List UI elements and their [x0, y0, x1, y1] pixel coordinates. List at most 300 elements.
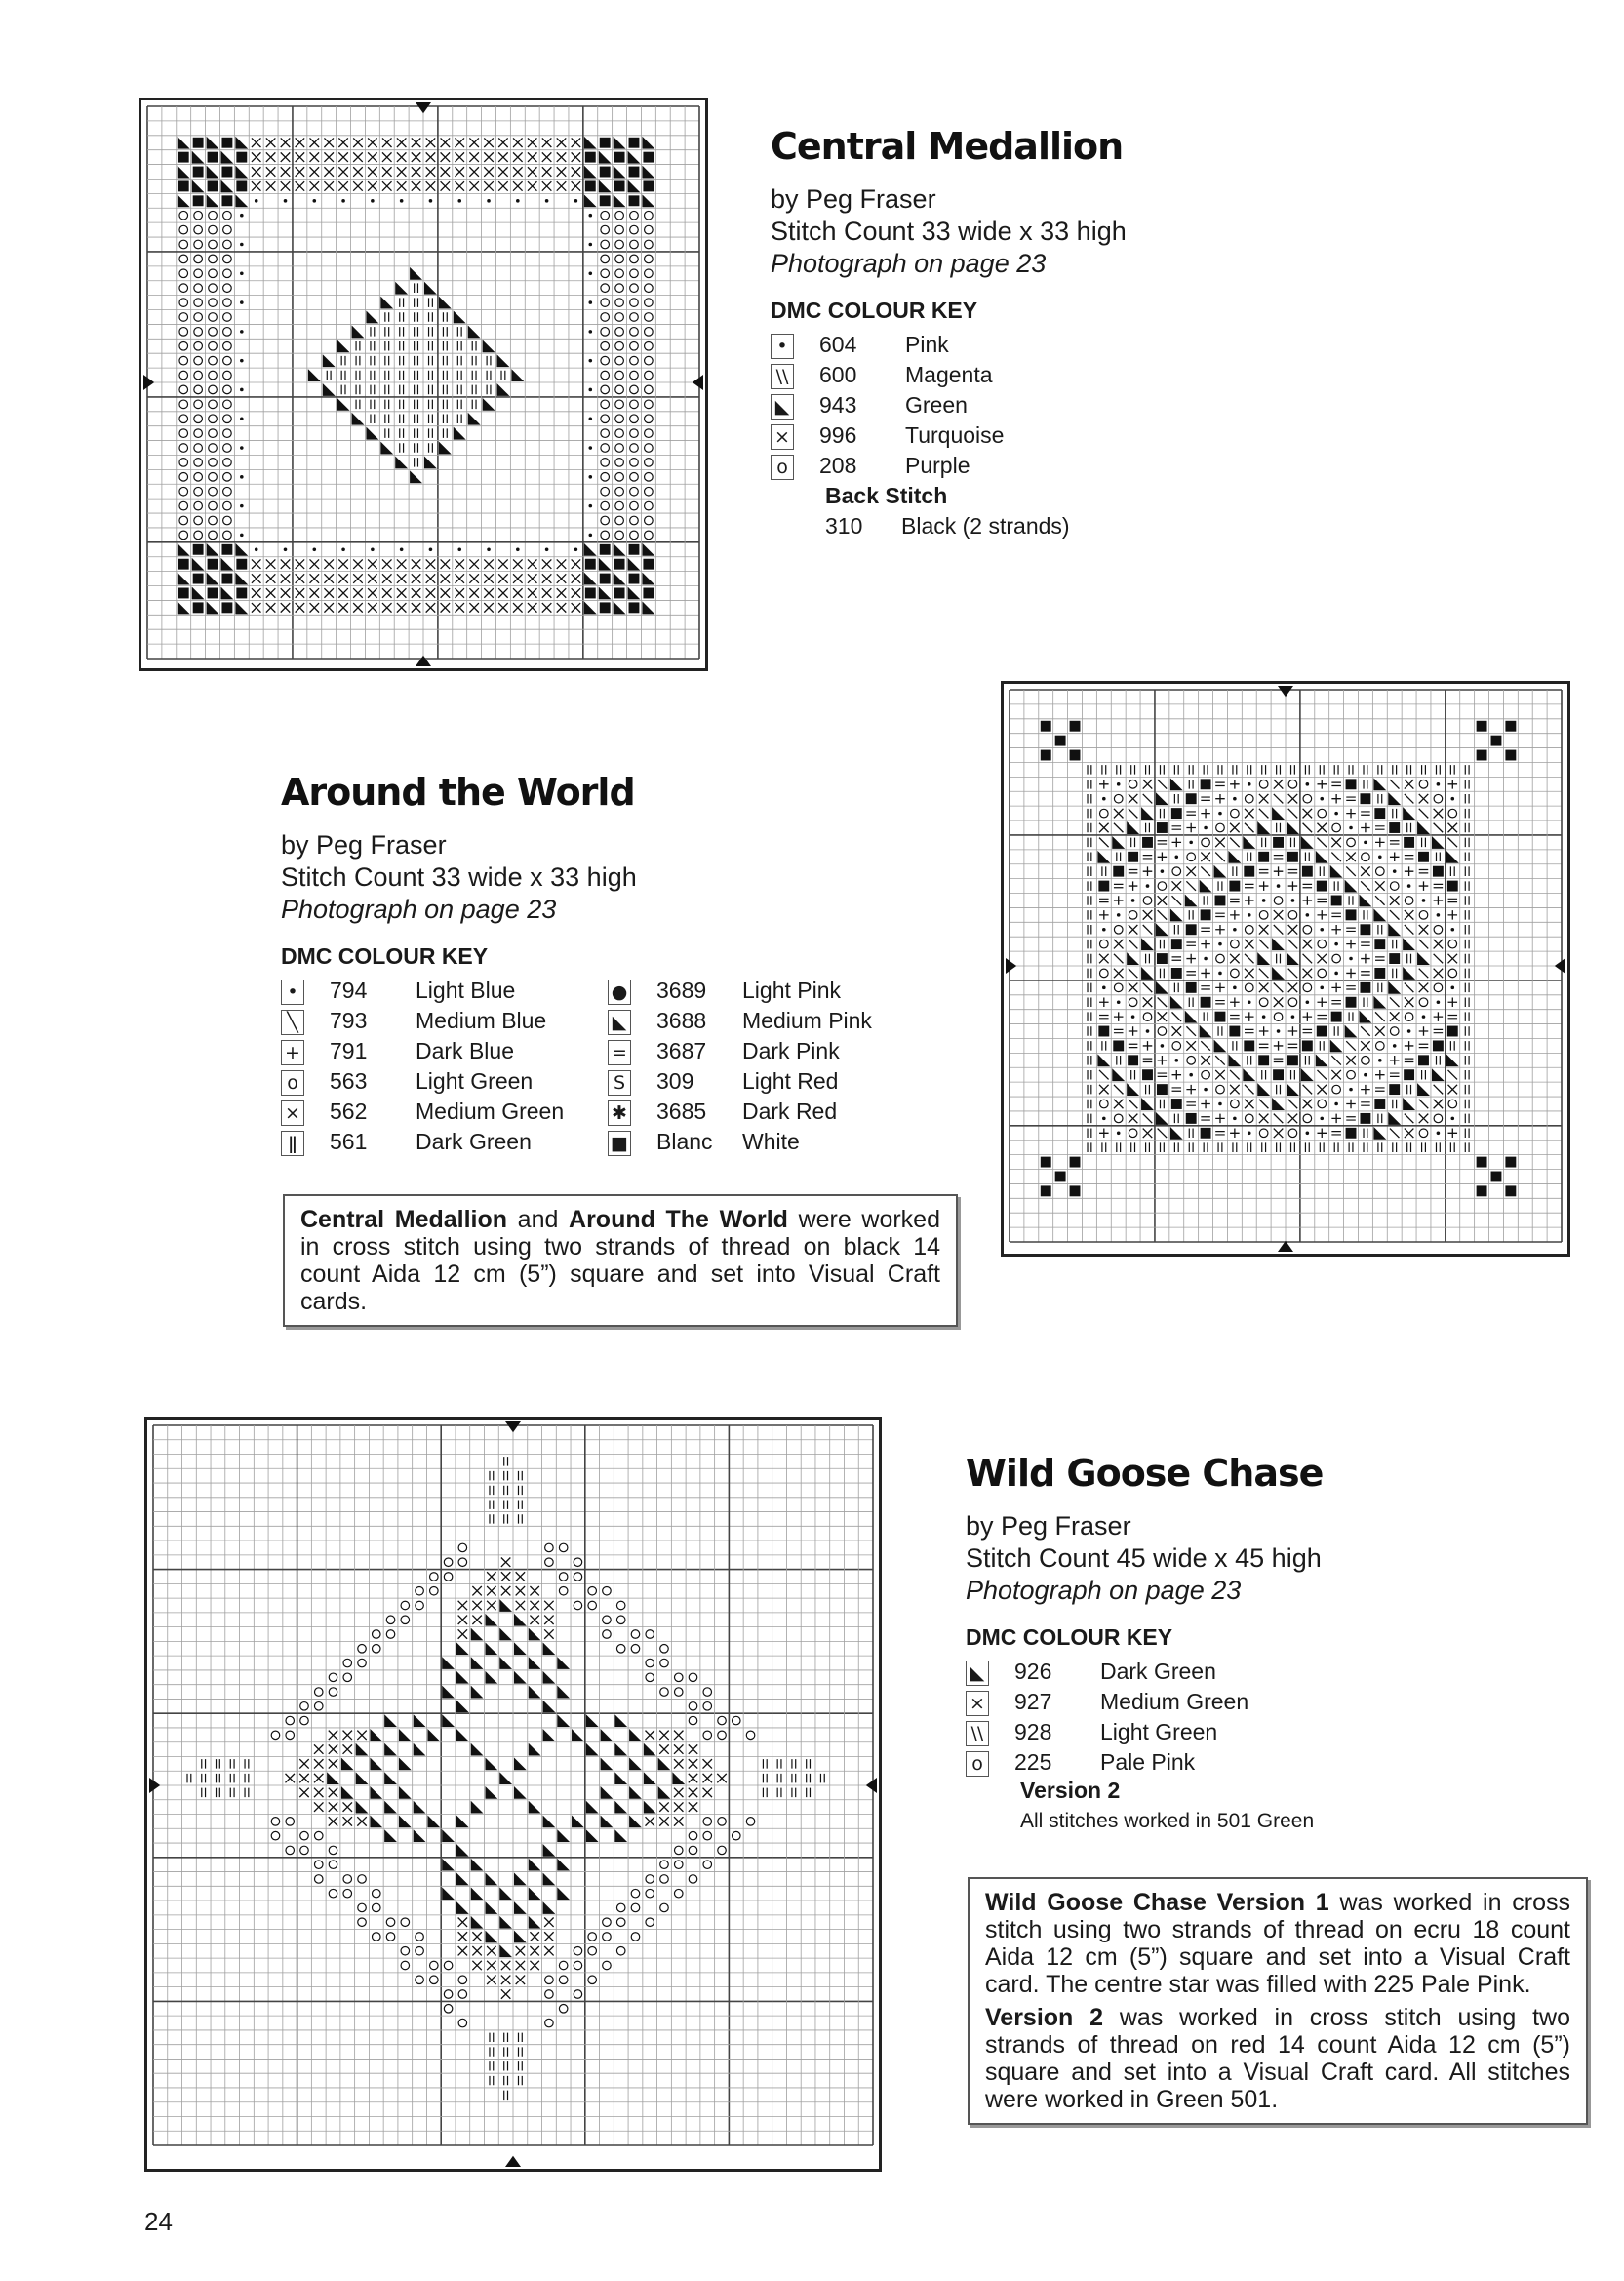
stitch-circle-icon [1405, 897, 1413, 905]
stitch-circle-icon [601, 516, 610, 525]
stitch-bars-icon [1422, 1142, 1426, 1152]
stitch-cross-icon [338, 167, 348, 177]
stitch-circle-icon [430, 1586, 439, 1595]
stitch-circle-icon [194, 313, 203, 322]
stitch-circle-icon [630, 284, 639, 293]
stitch-cross-icon [513, 167, 523, 177]
stitch-circle-icon [1158, 882, 1167, 891]
stitch-bars-icon [1233, 1142, 1237, 1152]
backstitch-number: 310 [825, 513, 863, 539]
stitch-bars-icon [400, 312, 404, 322]
stitch-bars-icon [504, 1486, 508, 1495]
stitch-triangle-icon [471, 1916, 484, 1929]
stitch-circle-icon [209, 516, 218, 525]
stitch-circle-icon [458, 1558, 467, 1567]
stitch-bars-icon [763, 1774, 767, 1782]
stitch-cross-icon [353, 574, 363, 583]
stitch-block-icon [1477, 750, 1487, 761]
stitch-plus-icon [1448, 910, 1458, 920]
stitch-slash-icon [1405, 925, 1414, 935]
stitch-circle-icon [223, 385, 232, 394]
stitch-block-icon [1070, 721, 1081, 732]
stitch-plus-icon [1186, 954, 1196, 964]
stitch-circle-icon [386, 1918, 395, 1927]
stitch-bars-icon [518, 1471, 522, 1480]
stitch-equals-icon [1186, 812, 1196, 815]
stitch-block-icon [600, 602, 611, 613]
stitch-cross-icon [426, 181, 436, 191]
stitch-cross-icon [1448, 954, 1458, 964]
stitch-block-icon [1447, 1026, 1458, 1037]
stitch-plus-icon [1099, 997, 1109, 1007]
stitch-triangle-icon [1287, 821, 1299, 834]
stitch-cross-icon [557, 559, 567, 569]
stitch-bars-icon [1364, 997, 1367, 1007]
stitch-equals-icon [1303, 1029, 1313, 1032]
stitch-cross-icon [645, 1817, 654, 1825]
stitch-circle-icon [601, 473, 610, 482]
stitch-dot-icon [1437, 782, 1441, 786]
stitch-cross-icon [557, 181, 567, 191]
stitch-block-icon [1186, 982, 1197, 993]
stitch-bars-icon [217, 1788, 220, 1797]
stitch-circle-icon [1332, 823, 1341, 832]
stitch-bars-icon [429, 371, 433, 380]
stitch-circle-icon [545, 1543, 554, 1552]
stitch-dot-icon [1262, 899, 1266, 902]
stitch-triangle-icon [439, 442, 452, 455]
stitch-cross-icon [281, 603, 291, 613]
key-symbol-icon: \\ [966, 1721, 989, 1746]
stitch-equals-icon [1201, 797, 1210, 800]
stitch-bars-icon [415, 428, 418, 438]
stitch-bars-icon [1218, 1026, 1222, 1036]
stitch-triangle-icon [601, 1729, 614, 1741]
key-symbol-icon: ■ [608, 1131, 631, 1156]
stitch-cross-icon [458, 1917, 467, 1926]
stitch-bars-icon [385, 312, 389, 322]
stitch-plus-icon [1201, 1100, 1210, 1109]
stitch-cross-icon [1405, 1129, 1414, 1139]
stitch-block-icon [1142, 837, 1153, 848]
stitch-bars-icon [429, 341, 433, 351]
stitch-block-icon [1273, 1069, 1284, 1080]
key-colour-name: Medium Pink [742, 1008, 872, 1033]
stitch-block-icon [1142, 1069, 1153, 1080]
stitch-plus-icon [1215, 983, 1225, 993]
stitch-bars-icon [443, 385, 447, 395]
stitch-cross-icon [455, 181, 464, 191]
stitch-block-icon [1418, 1055, 1429, 1065]
stitch-circle-icon [271, 1731, 280, 1740]
stitch-bars-icon [487, 356, 491, 366]
stitch-circle-icon [645, 444, 654, 453]
stitch-dot-icon [240, 300, 244, 304]
stitch-circle-icon [373, 1903, 381, 1912]
key-row [281, 1036, 608, 1066]
stitch-plus-icon [1114, 896, 1124, 905]
stitch-bars-icon [1088, 1114, 1091, 1124]
stitch-triangle-icon [341, 1757, 354, 1770]
stitch-bars-icon [1088, 940, 1091, 949]
stitch-slash-icon [1375, 896, 1385, 905]
stitch-circle-icon [616, 1645, 625, 1654]
stitch-plus-icon [1303, 1012, 1313, 1021]
stitch-slash-icon [1303, 1085, 1313, 1095]
stitch-bars-icon [1204, 765, 1208, 775]
stitch-cross-icon [455, 559, 464, 569]
stitch-triangle-icon [514, 1901, 527, 1914]
stitch-block-icon [1157, 1084, 1168, 1095]
stitch-bars-icon [1436, 1142, 1440, 1152]
stitch-bars-icon [1349, 1142, 1353, 1152]
stitch-triangle-icon [308, 369, 321, 381]
stitch-circle-icon [179, 459, 188, 467]
stitch-equals-icon [1346, 1117, 1356, 1120]
stitch-circle-icon [615, 516, 624, 525]
stitch-dot-icon [1131, 1015, 1135, 1019]
stitch-dot-icon [574, 199, 578, 203]
stitch-dot-icon [1437, 913, 1441, 917]
stitch-cross-icon [501, 1586, 510, 1595]
stitch-triangle-icon [1272, 1098, 1285, 1110]
stitch-circle-icon [444, 1990, 453, 1999]
stitch-dot-icon [1117, 913, 1121, 917]
stitch-triangle-icon [207, 601, 219, 614]
stitch-circle-icon [630, 371, 639, 380]
stitch-circle-icon [630, 313, 639, 322]
stitch-circle-icon [194, 284, 203, 293]
key-symbol-icon: × [966, 1691, 989, 1716]
stitch-dot-icon [1218, 1102, 1222, 1106]
centre-arrow-icon [693, 375, 703, 390]
stitch-dot-icon [1218, 812, 1222, 816]
stitch-bars-icon [1291, 1070, 1295, 1080]
stitch-plus-icon [1172, 838, 1182, 848]
stitch-circle-icon [401, 1961, 410, 1970]
stitch-bars-icon [1262, 1142, 1266, 1152]
stitch-bars-icon [1465, 794, 1469, 804]
stitch-equals-icon [1375, 1088, 1385, 1091]
stitch-circle-icon [718, 1716, 727, 1725]
stitch-dot-icon [1189, 841, 1193, 845]
stitch-triangle-icon [1403, 1098, 1415, 1110]
stitch-circle-icon [223, 473, 232, 482]
stitch-circle-icon [194, 211, 203, 220]
stitch-equals-icon [1331, 913, 1341, 916]
stitch-cross-icon [542, 588, 552, 598]
stitch-equals-icon [1448, 1015, 1458, 1018]
stitch-circle-icon [358, 1659, 367, 1667]
note2-bold-1: Wild Goose Chase Version 1 [985, 1889, 1329, 1916]
stitch-cross-icon [329, 1744, 337, 1753]
stitch-bars-icon [245, 1774, 249, 1782]
stitch-circle-icon [615, 240, 624, 249]
stitch-circle-icon [559, 1586, 568, 1595]
key-thread-number: 943 [819, 392, 857, 418]
stitch-cross-icon [281, 152, 291, 162]
stitch-bars-icon [1349, 765, 1353, 775]
stitch-block-icon [193, 602, 204, 613]
stitch-bars-icon [1088, 1026, 1091, 1036]
stitch-block-icon [193, 544, 204, 555]
stitch-cross-icon [310, 152, 320, 162]
stitch-circle-icon [630, 269, 639, 278]
stitch-slash-icon [1346, 1041, 1356, 1051]
stitch-bars-icon [187, 1774, 191, 1782]
centre-arrow-icon [505, 1421, 521, 1432]
stitch-circle-icon [574, 1946, 582, 1955]
stitch-plus-icon [1405, 1041, 1414, 1051]
stitch-cross-icon [501, 1557, 510, 1566]
stitch-block-icon [643, 559, 654, 570]
stitch-circle-icon [660, 1861, 669, 1869]
stitch-triangle-icon [483, 398, 495, 411]
stitch-circle-icon [286, 1846, 295, 1855]
stitch-block-icon [193, 167, 204, 178]
central-medallion-info [771, 125, 1317, 540]
stitch-cross-icon [441, 574, 451, 583]
stitch-bars-icon [1465, 1129, 1469, 1139]
stitch-slash-icon [1288, 809, 1298, 819]
key-thread-number: 927 [1014, 1689, 1052, 1714]
stitch-equals-icon [1346, 986, 1356, 989]
stitch-circle-icon [223, 459, 232, 467]
stitch-cross-icon [487, 1586, 495, 1595]
stitch-bars-icon [1407, 1142, 1411, 1152]
stitch-cross-icon [674, 1759, 683, 1768]
stitch-circle-icon [601, 313, 610, 322]
stitch-block-icon [643, 180, 654, 191]
stitch-bars-icon [230, 1759, 234, 1768]
stitch-cross-icon [412, 559, 421, 569]
stitch-block-icon [1201, 779, 1211, 789]
stitch-bars-icon [1334, 881, 1338, 891]
stitch-triangle-icon [543, 1873, 556, 1886]
stitch-slash-icon [1317, 1070, 1327, 1080]
stitch-bars-icon [415, 327, 418, 337]
stitch-cross-icon [1114, 1100, 1124, 1109]
stitch-triangle-icon [514, 1757, 527, 1770]
stitch-dot-icon [1277, 884, 1281, 888]
stitch-circle-icon [1448, 969, 1457, 978]
stitch-cross-icon [498, 152, 508, 162]
stitch-block-icon [221, 544, 232, 555]
stitch-cross-icon [513, 559, 523, 569]
stitch-triangle-icon [658, 1786, 671, 1799]
stitch-block-icon [1360, 793, 1370, 804]
stitch-bars-icon [1465, 823, 1469, 833]
stitch-slash-icon [1390, 780, 1400, 789]
stitch-circle-icon [1114, 794, 1123, 803]
stitch-cross-icon [1143, 997, 1153, 1007]
stitch-bars-icon [1102, 866, 1106, 876]
stitch-bars-icon [1088, 794, 1091, 804]
stitch-cross-icon [484, 138, 494, 147]
stitch-cross-icon [412, 138, 421, 147]
stitch-triangle-icon [642, 137, 654, 149]
stitch-dot-icon [1102, 1117, 1106, 1121]
stitch-triangle-icon [1257, 952, 1270, 965]
stitch-block-icon [1070, 1185, 1081, 1196]
stitch-circle-icon [615, 284, 624, 293]
stitch-slash-icon [1419, 1100, 1429, 1109]
stitch-cross-icon [1143, 1129, 1153, 1139]
stitch-triangle-icon [1417, 1083, 1430, 1096]
stitch-cross-icon [703, 1788, 712, 1797]
stitch-triangle-icon [557, 1686, 570, 1699]
stitch-block-icon [1418, 852, 1429, 862]
stitch-bars-icon [1088, 1041, 1091, 1051]
stitch-triangle-icon [1127, 821, 1139, 834]
stitch-triangle-icon [235, 137, 248, 149]
stitch-cross-icon [441, 181, 451, 191]
stitch-bars-icon [1277, 765, 1281, 775]
stitch-triangle-icon [235, 543, 248, 556]
stitch-slash-icon [1143, 1114, 1153, 1124]
stitch-circle-icon [601, 211, 610, 220]
stitch-triangle-icon [599, 558, 612, 571]
stitch-circle-icon [209, 400, 218, 409]
stitch-circle-icon [689, 1702, 697, 1711]
stitch-circle-icon [616, 1616, 625, 1624]
stitch-cross-icon [572, 588, 581, 598]
note1-bold-1: Central Medallion [300, 1206, 508, 1233]
stitch-bars-icon [1320, 1142, 1324, 1152]
stitch-block-icon [600, 574, 611, 584]
stitch-circle-icon [718, 1731, 727, 1740]
stitch-triangle-icon [644, 1801, 656, 1814]
stitch-circle-icon [1259, 1129, 1268, 1138]
stitch-cross-icon [487, 1961, 495, 1970]
stitch-triangle-icon [614, 573, 626, 585]
stitch-bars-icon [1277, 954, 1281, 964]
stitch-circle-icon [615, 531, 624, 540]
stitch-triangle-icon [644, 1743, 656, 1756]
stitch-circle-icon [574, 1573, 582, 1581]
stitch-circle-icon [1362, 853, 1370, 861]
stitch-bars-icon [1465, 809, 1469, 819]
stitch-cross-icon [469, 603, 479, 613]
stitch-circle-icon [603, 1961, 612, 1970]
stitch-dot-icon [1364, 841, 1367, 845]
stitch-triangle-icon [543, 1700, 556, 1712]
stitch-circle-icon [223, 356, 232, 365]
stitch-triangle-icon [1316, 1054, 1328, 1066]
stitch-plus-icon [1331, 983, 1341, 993]
stitch-circle-icon [631, 1889, 640, 1898]
stitch-circle-icon [223, 284, 232, 293]
stitch-triangle-icon [485, 1671, 497, 1684]
stitch-dot-icon [1161, 869, 1165, 873]
stitch-cross-icon [343, 1802, 352, 1811]
stitch-block-icon [1374, 939, 1385, 949]
stitch-slash-icon [1448, 838, 1458, 848]
stitch-circle-icon [615, 473, 624, 482]
stitch-circle-icon [223, 225, 232, 234]
stitch-triangle-icon [207, 543, 219, 556]
stitch-circle-icon [559, 1543, 568, 1552]
stitch-triangle-icon [642, 601, 654, 614]
stitch-slash-icon [1419, 969, 1429, 979]
stitch-circle-icon [645, 284, 654, 293]
stitch-triangle-icon [456, 1671, 469, 1684]
stitch-triangle-icon [584, 543, 597, 556]
stitch-cross-icon [455, 138, 464, 147]
stitch-cross-icon [296, 181, 305, 191]
stitch-bars-icon [807, 1759, 811, 1768]
stitch-cross-icon [498, 603, 508, 613]
stitch-circle-icon [1100, 940, 1109, 948]
stitch-dot-icon [240, 475, 244, 479]
stitch-bars-icon [415, 371, 418, 380]
stitch-triangle-icon [356, 1772, 369, 1784]
stitch-circle-icon [209, 444, 218, 453]
stitch-triangle-icon [1156, 1112, 1168, 1125]
stitch-bars-icon [1378, 925, 1382, 935]
stitch-block-icon [1171, 939, 1182, 949]
stitch-bars-icon [1204, 1012, 1208, 1021]
stitch-triangle-icon [341, 1786, 354, 1799]
stitch-circle-icon [703, 1861, 712, 1869]
stitch-cross-icon [530, 1946, 538, 1955]
stitch-triangle-icon [1301, 1068, 1314, 1081]
stitch-circle-icon [1303, 925, 1312, 934]
stitch-circle-icon [1129, 780, 1137, 789]
stitch-slash-icon [1099, 838, 1109, 848]
stitch-triangle-icon [456, 1700, 469, 1712]
grid-lines [153, 1425, 873, 2145]
key-row [608, 1036, 872, 1066]
stitch-triangle-icon [499, 1887, 512, 1900]
stitch-bars-icon [400, 428, 404, 438]
key-colour-name: Green [905, 392, 968, 418]
stitch-circle-icon [209, 473, 218, 482]
stitch-circle-icon [660, 1875, 669, 1884]
stitch-dot-icon [589, 359, 593, 363]
stitch-equals-icon [1434, 884, 1444, 887]
stitch-circle-icon [746, 1731, 755, 1740]
stitch-dot-icon [240, 272, 244, 276]
stitch-triangle-icon [642, 194, 654, 207]
stitch-circle-icon [194, 385, 203, 394]
stitch-equals-icon [1099, 1015, 1109, 1018]
stitch-dot-icon [1146, 1029, 1150, 1033]
stitch-bars-icon [415, 443, 418, 453]
stitch-bars-icon [217, 1759, 220, 1768]
stitch-circle-icon [615, 444, 624, 453]
stitch-plus-icon [1172, 1070, 1182, 1080]
stitch-dot-icon [1102, 928, 1106, 932]
stitch-equals-icon [1172, 957, 1182, 960]
stitch-circle-icon [615, 328, 624, 337]
stitch-bars-icon [1131, 765, 1135, 775]
stitch-block-icon [1229, 1026, 1240, 1037]
stitch-dot-icon [1334, 812, 1338, 816]
stitch-cross-icon [1288, 983, 1298, 993]
stitch-circle-icon [616, 1918, 625, 1927]
stitch-bars-icon [490, 2047, 494, 2056]
key-thread-number: 791 [330, 1038, 368, 1063]
stitch-circle-icon [1419, 998, 1428, 1007]
stitch-circle-icon [416, 1601, 424, 1610]
stitch-cross-icon [296, 559, 305, 569]
stitch-bars-icon [1465, 780, 1469, 789]
stitch-triangle-icon [471, 1887, 484, 1900]
stitch-bars-icon [1088, 1100, 1091, 1109]
stitch-cross-icon [458, 1932, 467, 1941]
stitch-circle-icon [458, 1990, 467, 1999]
